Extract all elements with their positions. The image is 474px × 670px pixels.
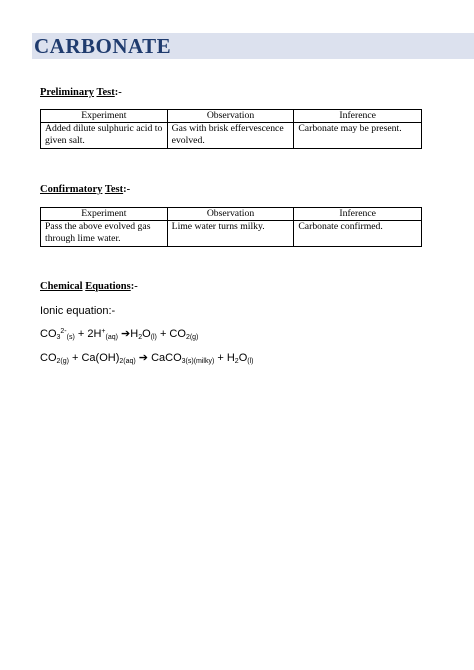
equations-heading-word: Chemical xyxy=(40,281,83,292)
eq-sub: 2 xyxy=(234,358,239,365)
eq-sub: 3(s)(milky) xyxy=(181,358,215,365)
eq-text: + 2H xyxy=(74,328,102,340)
eq-sub: (l) xyxy=(150,334,157,341)
eq-text: + Ca(OH) xyxy=(68,352,120,364)
eq-sub: 2 xyxy=(138,334,143,341)
eq-sup: + xyxy=(101,328,106,335)
confirmatory-heading-word: Confirmatory xyxy=(40,184,103,195)
column-header-observation: Observation xyxy=(167,208,294,221)
eq-text: + CO xyxy=(156,328,186,340)
preliminary-table xyxy=(40,109,422,149)
preliminary-heading-word: Preliminary xyxy=(40,87,95,98)
eq-text: CaCO xyxy=(151,352,182,364)
column-header-observation: Observation xyxy=(167,110,294,123)
eq-text: H xyxy=(130,328,139,340)
table-row xyxy=(41,123,422,149)
eq-sub: 2(aq) xyxy=(119,358,136,365)
experiment-cell: Pass the above evolved gas through lime water. xyxy=(41,221,168,247)
eq-sub: 2(g) xyxy=(185,334,199,341)
eq-text: CO xyxy=(40,352,57,364)
lime-water-equation xyxy=(40,351,253,365)
eq-text: O xyxy=(238,352,248,364)
eq-sub: 2(g) xyxy=(56,358,69,365)
preliminary-heading-suffix: :- xyxy=(114,87,122,98)
equations-heading-tail: Equations xyxy=(85,281,131,292)
eq-text: O xyxy=(142,328,151,340)
column-header-inference: Inference xyxy=(294,110,422,123)
table-header-row xyxy=(41,110,422,123)
eq-text: CO xyxy=(40,328,57,340)
inference-cell: Carbonate may be present. xyxy=(294,123,422,149)
preliminary-heading-tail: Test xyxy=(96,87,115,98)
confirmatory-table xyxy=(40,207,422,247)
table-row xyxy=(41,221,422,247)
eq-text: + H xyxy=(214,352,235,364)
arrow-icon: ➔ xyxy=(135,352,152,364)
eq-sub: (s) xyxy=(66,334,75,341)
observation-cell: Lime water turns milky. xyxy=(167,221,294,247)
observation-cell: Gas with brisk effervescence evolved. xyxy=(167,123,294,149)
page-title: CARBONATE xyxy=(34,34,172,58)
column-header-experiment: Experiment xyxy=(41,110,168,123)
confirmatory-heading xyxy=(40,184,130,195)
equations-heading xyxy=(40,281,138,292)
eq-sub: (l) xyxy=(247,358,254,365)
preliminary-heading xyxy=(40,87,122,98)
eq-sub: 3 xyxy=(56,334,61,341)
eq-sub: (aq) xyxy=(105,334,118,341)
column-header-inference: Inference xyxy=(294,208,422,221)
confirmatory-heading-suffix: :- xyxy=(123,184,131,195)
equations-heading-suffix: :- xyxy=(130,281,138,292)
eq-sup: 2- xyxy=(60,328,67,335)
ionic-equation-label: Ionic equation:- xyxy=(40,305,116,317)
arrow-icon: ➔ xyxy=(117,328,131,340)
confirmatory-heading-tail: Test xyxy=(104,184,124,195)
inference-cell: Carbonate confirmed. xyxy=(294,221,422,247)
column-header-experiment: Experiment xyxy=(41,208,168,221)
experiment-cell: Added dilute sulphuric acid to given salt. xyxy=(41,123,168,149)
ionic-equation xyxy=(40,327,198,341)
table-header-row xyxy=(41,208,422,221)
